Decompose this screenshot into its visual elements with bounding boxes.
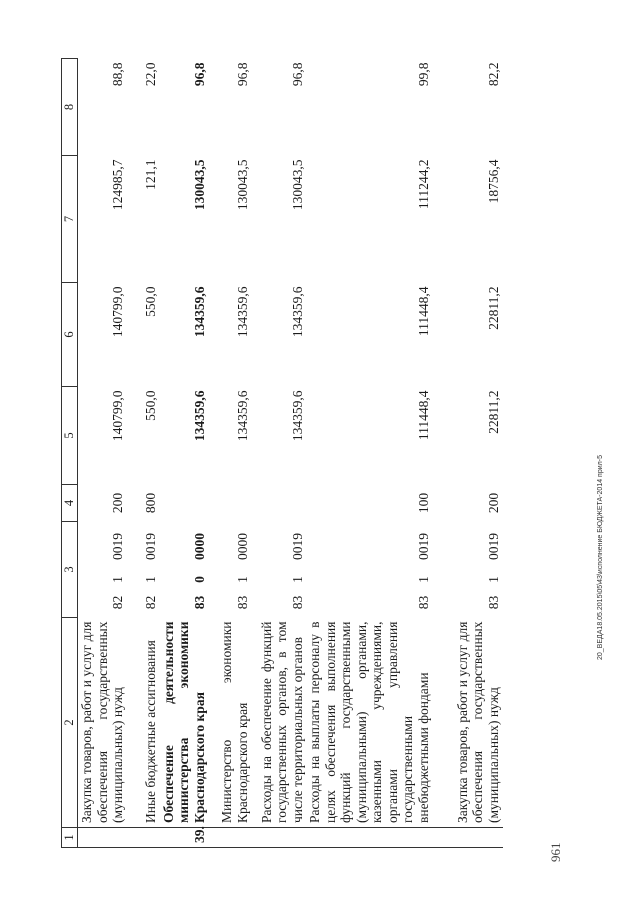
code-chapter: 83 — [191, 595, 207, 610]
code-article: 0019 — [415, 533, 431, 560]
value-col-7: 130043,5 — [289, 159, 305, 211]
value-col-5: 111448,4 — [415, 390, 431, 441]
header-col-6: 6 — [62, 282, 78, 386]
value-col-6: 550,0 — [143, 286, 158, 317]
row-number — [252, 828, 307, 848]
code-chapter: 83 — [485, 595, 501, 610]
code-article: 0000 — [191, 533, 207, 560]
code-expense-type: 100 — [415, 492, 431, 514]
row-number — [433, 828, 503, 848]
code-section: 1 — [110, 576, 125, 583]
budget-table — [61, 58, 503, 848]
value-col-7: 130043,5 — [234, 159, 250, 211]
value-col-7: 121,1 — [143, 159, 158, 190]
code-article: 0019 — [485, 533, 501, 560]
row-number — [307, 828, 433, 848]
table-row — [128, 58, 161, 847]
code-section: 1 — [289, 576, 305, 583]
value-col-7: 111244,2 — [415, 159, 431, 210]
table-row — [433, 58, 503, 847]
rotated-page — [61, 40, 566, 848]
value-col-5: 140799,0 — [110, 390, 125, 442]
row-description: Обеспечение деятельности министерства экономики Краснодарского края — [160, 621, 207, 823]
value-col-6: 111448,4 — [415, 286, 431, 337]
code-chapter: 83 — [289, 595, 305, 610]
table-row — [78, 58, 128, 847]
row-description: Расходы на обеспечение функций государственных органов, в том числе территориальных органов — [258, 621, 305, 823]
value-col-6: 22811,2 — [485, 286, 501, 330]
value-col-6: 140799,0 — [110, 286, 125, 338]
header-col-3: 3 — [62, 521, 78, 617]
code-expense-type: 200 — [110, 492, 125, 514]
code-section: 1 — [234, 576, 250, 583]
code-expense-type — [209, 484, 252, 521]
header-col-7: 7 — [62, 155, 78, 282]
value-col-7: 130043,5 — [191, 159, 207, 211]
table-body — [62, 58, 504, 847]
header-col-2: 2 — [62, 618, 78, 828]
footer-file-path: 20_ВЕДА18.05.2015\05\43\исполнение БЮДЖЕТА-2014 прил-5 — [597, 455, 604, 660]
code-section: 1 — [415, 576, 431, 583]
value-col-7: 124985,7 — [110, 159, 125, 211]
header-col-8: 8 — [62, 58, 78, 155]
header-col-1: 1 — [62, 828, 78, 848]
table-row — [252, 58, 307, 847]
code-chapter: 83 — [234, 595, 250, 610]
row-number — [128, 828, 161, 848]
code-chapter: 82 — [110, 595, 125, 610]
row-number — [209, 828, 252, 848]
value-col-5: 22811,2 — [485, 390, 501, 434]
value-col-6: 134359,6 — [234, 286, 250, 338]
code-section: 0 — [191, 576, 207, 583]
page-number: 961 — [548, 842, 563, 862]
value-col-8: 96,8 — [191, 62, 207, 87]
code-expense-type — [252, 484, 307, 521]
table-row — [161, 58, 210, 847]
value-col-8: 88,8 — [110, 62, 125, 87]
row-description: Закупка товаров, работ и услуг для обеспечения государственных (муниципальных) нужд — [79, 621, 125, 823]
header-col-5: 5 — [62, 386, 78, 484]
value-col-8: 22,0 — [143, 62, 158, 87]
code-article: 0019 — [110, 533, 125, 560]
value-col-8: 99,8 — [415, 62, 431, 87]
code-section: 1 — [485, 576, 501, 583]
code-article: 0000 — [234, 533, 250, 560]
code-article: 0019 — [289, 533, 305, 560]
row-description: Расходы на выплаты персоналу в целях обеспечения выполнения функций государственными (муниципальными) органами, казенными учреждениями, органами управления государственными внебюджетными фондами — [307, 621, 431, 823]
code-article: 0019 — [143, 533, 158, 560]
row-description: Иные бюджетные ассигнования — [143, 640, 158, 823]
row-description: Закупка товаров, работ и услуг для обеспечения государственных (муниципальных) нужд — [454, 621, 501, 823]
value-col-8: 96,8 — [234, 62, 250, 87]
code-expense-type — [161, 484, 210, 521]
code-chapter: 82 — [143, 595, 158, 610]
value-col-6: 134359,6 — [191, 286, 207, 338]
header-col-4: 4 — [62, 484, 78, 521]
value-col-5: 550,0 — [143, 390, 158, 421]
row-number — [78, 828, 128, 848]
table-header-row — [62, 58, 78, 847]
table-row — [307, 58, 433, 847]
value-col-6: 134359,6 — [289, 286, 305, 338]
code-expense-type: 800 — [143, 492, 158, 514]
value-col-5: 134359,6 — [234, 390, 250, 442]
value-col-8: 96,8 — [289, 62, 305, 87]
code-chapter: 83 — [415, 595, 431, 610]
value-col-5: 134359,6 — [289, 390, 305, 442]
value-col-8: 82,2 — [485, 62, 501, 87]
code-section: 1 — [143, 576, 158, 583]
code-expense-type: 200 — [485, 492, 501, 514]
value-col-5: 134359,6 — [191, 390, 207, 442]
table-row — [209, 58, 252, 847]
value-col-7: 18756,4 — [485, 159, 501, 204]
row-number: 39. — [161, 828, 210, 848]
row-description: Министерство экономики Краснодарского края — [219, 621, 250, 823]
